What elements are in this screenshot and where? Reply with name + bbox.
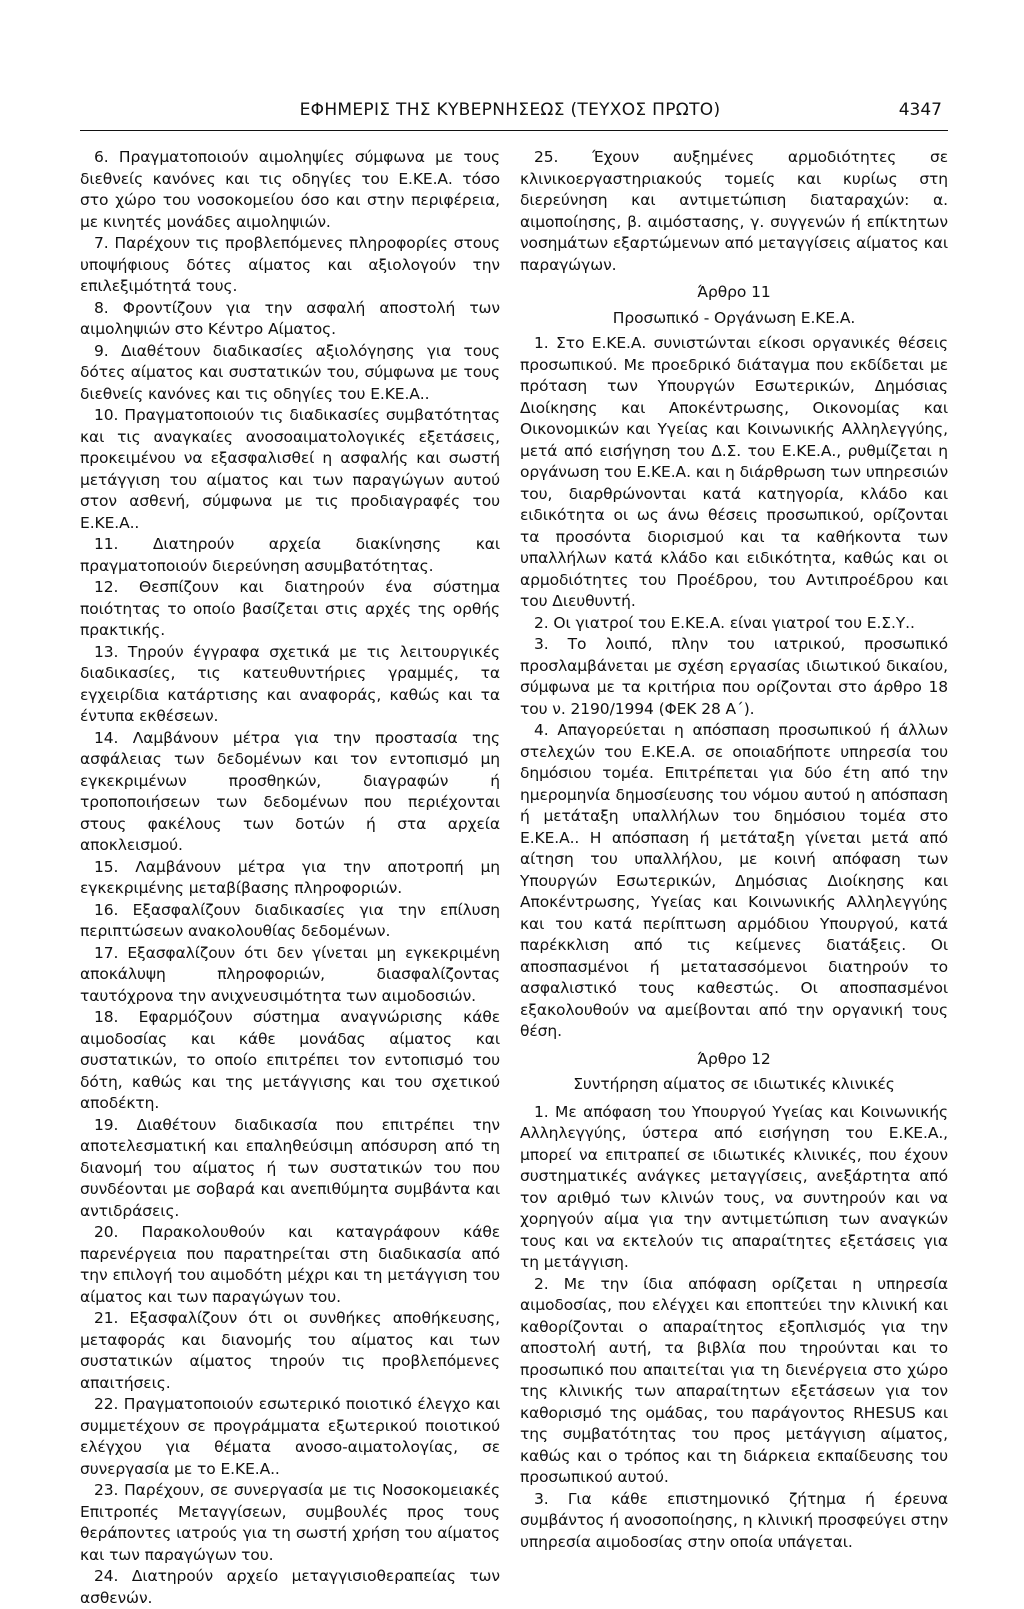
paragraph: 24. Διατηρούν αρχείο μεταγγισιοθεραπείας των ασθενών. — [80, 1567, 500, 1607]
paragraph: 6. Πραγματοποιούν αιμοληψίες σύμφωνα με τους διεθνείς κανόνες και τις οδηγίες του Ε.ΚΕ.Α. τόσο στο χώρο του νοσοκομείου όσο και στην περιφέρεια, με κινητές μονάδες αιμοληψιών. — [80, 148, 500, 231]
article-11-subtitle: Προσωπικό - Οργάνωση Ε.ΚΕ.Α. — [612, 308, 856, 327]
paragraph: 10. Πραγματοποιούν τις διαδικασίες συμβατότητας και τις αναγκαίες ανοσοαιματολογικές εξετάσεις, προκειμένου να εξασφαλισθεί η ασφαλής και σωστή μετάγγιση του αίματος και των παραγώγων αυτού στον ασθενή, σύμφωνα με τις προδιαγραφές του Ε.ΚΕ.Α.. — [80, 406, 500, 532]
right-column — [520, 147, 948, 1553]
paragraph: 21. Εξασφαλίζουν ότι οι συνθήκες αποθήκευσης, μεταφοράς και διανομής του αίματος και των συστατικών αίματος τηρούν τις προβλεπόμενες απαιτήσεις. — [80, 1309, 500, 1392]
paragraph: 7. Παρέχουν τις προβλεπόμενες πληροφορίες στους υποψήφιους δότες αίματος και αξιολογούν την επιλεξιμότητά τους. — [80, 234, 500, 295]
page-header — [80, 100, 948, 131]
paragraph: 25. Έχουν αυξημένες αρμοδιότητες σε κλινικοεργαστηριακούς τομείς και κυρίως στη διερεύνηση και αντιμετώπιση διαταραχών: α. αιμοποίησης, β. αιμόστασης, γ. συγγενών ή επίκτητων νοσημάτων εξαρτώμενων από μεταγγίσεις αίματος και παραγώγων. — [520, 148, 948, 274]
left-column — [80, 147, 500, 1609]
article-12-title: Άρθρο 12 — [697, 1049, 771, 1068]
paragraph: 1. Με απόφαση του Υπουργού Υγείας και Κοινωνικής Αλληλεγγύης, ύστερα από εισήγηση του Ε.ΚΕ.Α., μπορεί να επιτραπεί σε ιδιωτικές κλινικές, που έχουν συστηματικές ανάγκες μεταγγίσεις, ανεξάρτητα από τον αριθμό των κλινών τους, να συντηρούν και να χορηγούν αίμα για την αντιμετώπιση των αναγκών τους και να εκτελούν τις απαραίτητες εξετάσεις για τη μετάγγιση. — [520, 1102, 948, 1271]
paragraph: 11. Διατηρούν αρχεία διακίνησης και πραγματοποιούν διερεύνηση ασυμβατότητας. — [80, 535, 500, 575]
paragraph: 19. Διαθέτουν διαδικασία που επιτρέπει την αποτελεσματική και επαληθεύσιμη απόσυρση από τη διανομή του αίματος ή των συστατικών του που συνδέονται με σοβαρά και ανεπιθύμητα συμβάντα και αντιδράσεις. — [80, 1115, 500, 1220]
paragraph: 2. Με την ίδια απόφαση ορίζεται η υπηρεσία αιμοδοσίας, που ελέγχει και εποπτεύει την κλινική και καθορίζονται ο απαραίτητος εξοπλισμός για την αποστολή αυτή, τα βιβλία που τηρούνται και το προσωπικό που απαιτείται για τη διενέργεια στο χώρο της κλινικής των απαραίτητων εξετάσεων για τον καθορισμό της ομάδας, του παράγοντος RHESUS και της συμβατότητας του προς μετάγγιση αίματος, καθώς και ο τρόπος και τη διάρκεια εκπαίδευσης του προσωπικού αυτού. — [520, 1274, 948, 1486]
paragraph: 17. Εξασφαλίζουν ότι δεν γίνεται μη εγκεκριμένη αποκάλυψη πληροφοριών, διασφαλίζοντας ταυτόχρονα την ανιχνευσιμότητα των αιμοδοσιών. — [80, 943, 500, 1005]
paragraph: 15. Λαμβάνουν μέτρα για την αποτροπή μη εγκεκριμένης μεταβίβασης πληροφοριών. — [80, 857, 500, 897]
paragraph: 14. Λαμβάνουν μέτρα για την προστασία της ασφάλειας των δεδομένων και τον εντοπισμό μη εγκεκριμένων προσθηκών, διαγραφών ή τροποποιήσεων των δεδομένων που περιέχονται στους φακέλους των δοτών ή στα αρχεία αποκλεισμού. — [80, 728, 500, 854]
paragraph: 9. Διαθέτουν διαδικασίες αξιολόγησης για τους δότες αίματος και συστατικών του, σύμφωνα με τους διεθνείς κανόνες και τις οδηγίες του Ε.ΚΕ.Α.. — [80, 341, 500, 403]
paragraph: 1. Στο Ε.ΚΕ.Α. συνιστώνται είκοσι οργανικές θέσεις προσωπικού. Με προεδρικό διάταγμα που εκδίδεται με πρόταση των Υπουργών Εσωτερικών, Δημόσιας Διοίκησης και Αποκέντρωσης, Οικονομίας και Οικονομικών και Υγείας και Κοινωνικής Αλληλεγγύης, μετά από εισήγηση του Δ.Σ. του Ε.ΚΕ.Α., ρυθμίζεται η οργάνωση του Ε.ΚΕ.Α. και η διάρθρωση των υπηρεσιών του, διαρθρώνονται κατά κατηγορία, κλάδο και ειδικότητα οι ως άνω θέσεις προσωπικού, ορίζονται τα προσόντα διορισμού και τα καθήκοντα των υπαλλήλων κατά κλάδο και ειδικότητα, καθώς και οι αρμοδιότητες του Προέδρου, του Αντιπροέδρου και του Διευθυντή. — [520, 334, 948, 610]
paragraph: 12. Θεσπίζουν και διατηρούν ένα σύστημα ποιότητας το οποίο βασίζεται στις αρχές της ορθής πρακτικής. — [80, 578, 500, 639]
article-11-title: Άρθρο 11 — [697, 283, 771, 301]
paragraph: 13. Τηρούν έγγραφα σχετικά με τις λειτουργικές διαδικασίες, τις κατευθυντήριες γραμμές, τα εγχειρίδια κατάρτισης και αναφοράς, καθώς και τα έντυπα εκθέσεων. — [80, 642, 500, 725]
paragraph: 16. Εξασφαλίζουν διαδικασίες για την επίλυση περιπτώσεων ανακολουθίας δεδομένων. — [80, 900, 500, 940]
paragraph: 3. Για κάθε επιστημονικό ζήτημα ή έρευνα συμβάντος ή ανοσοποίησης, η κλινική προσφεύγει στην υπηρεσία αιμοδοσίας στην οποία υπάγεται. — [520, 1489, 948, 1551]
paragraph: 2. Οι γιατροί του Ε.ΚΕ.Α. είναι γιατροί του Ε.Σ.Υ.. — [534, 613, 915, 632]
gazette-title: ΕΦΗΜΕΡΙΣ ΤΗΣ ΚΥΒΕΡΝΗΣΕΩΣ (ΤΕΥΧΟΣ ΠΡΩΤΟ) — [299, 100, 721, 120]
paragraph: 23. Παρέχουν, σε συνεργασία με τις Νοσοκομειακές Επιτροπές Μεταγγίσεων, συμβουλές προς τους θεράποντες ιατρούς για τη σωστή χρήση του αίματος και των παραγώγων του. — [80, 1481, 500, 1564]
paragraph: 20. Παρακολουθούν και καταγράφουν κάθε παρενέργεια που παρατηρείται στη διαδικασία από την επιλογή του αιμοδότη μέχρι και τη μετάγγιση του αίματος και των παραγώγων του. — [80, 1223, 500, 1306]
paragraph: 18. Εφαρμόζουν σύστημα αναγνώρισης κάθε αιμοδοσίας και κάθε μονάδας αίματος και συστατικών, το οποίο επιτρέπει τον εντοπισμό του δότη, καθώς και της μετάγγισης και του σχετικού αποδέκτη. — [80, 1008, 500, 1112]
article-12-subtitle: Συντήρηση αίματος σε ιδιωτικές κλινικές — [573, 1075, 895, 1093]
paragraph: 22. Πραγματοποιούν εσωτερικό ποιοτικό έλεγχο και συμμετέχουν σε προγράμματα εξωτερικού ποιοτικού ελέγχου για θέματα ανοσο-αιματολογίας, σε συνεργασία με το Ε.ΚΕ.Α.. — [80, 1395, 500, 1478]
paragraph: 8. Φροντίζουν για την ασφαλή αποστολή των αιμοληψιών στο Κέντρο Αίματος. — [80, 298, 500, 338]
paragraph: 3. Το λοιπό, πλην του ιατρικού, προσωπικό προσλαμβάνεται με σχέση εργασίας ιδιωτικού δικαίου, σύμφωνα με τα κριτήρια που ορίζονται στο άρθρο 18 του ν. 2190/1994 (ΦΕΚ 28 Α΄). — [520, 635, 948, 718]
page-number: 4347 — [898, 100, 942, 120]
paragraph: 4. Απαγορεύεται η απόσπαση προσωπικού ή άλλων στελεχών του Ε.ΚΕ.Α. σε οποιαδήποτε υπηρεσία του δημόσιου τομέα. Επιτρέπεται για δύο έτη από την ημερομηνία δημοσίευσης του νόμου αυτού η απόσπαση ή μετάταξη υπαλλήλων του δημόσιου τομέα στο Ε.ΚΕ.Α.. Η απόσπαση ή μετάταξη γίνεται μετά από αίτηση του υπαλλήλου, με κοινή απόφαση των Υπουργών Εσωτερικών, Δημόσιας Διοίκησης και Αποκέντρωσης, Υγείας και Κοινωνικής Αλληλεγγύης και του κατά περίπτωση αρμόδιου Υπουργού, κατά παρέκκλιση από τις κείμενες διατάξεις. Οι αποσπασμένοι ή μετατασσόμενοι διατηρούν το ασφαλιστικό τους καθεστώς. Οι αποσπασμένοι εξακολουθούν να αμείβονται από την οργανική τους θέση. — [520, 721, 948, 1040]
